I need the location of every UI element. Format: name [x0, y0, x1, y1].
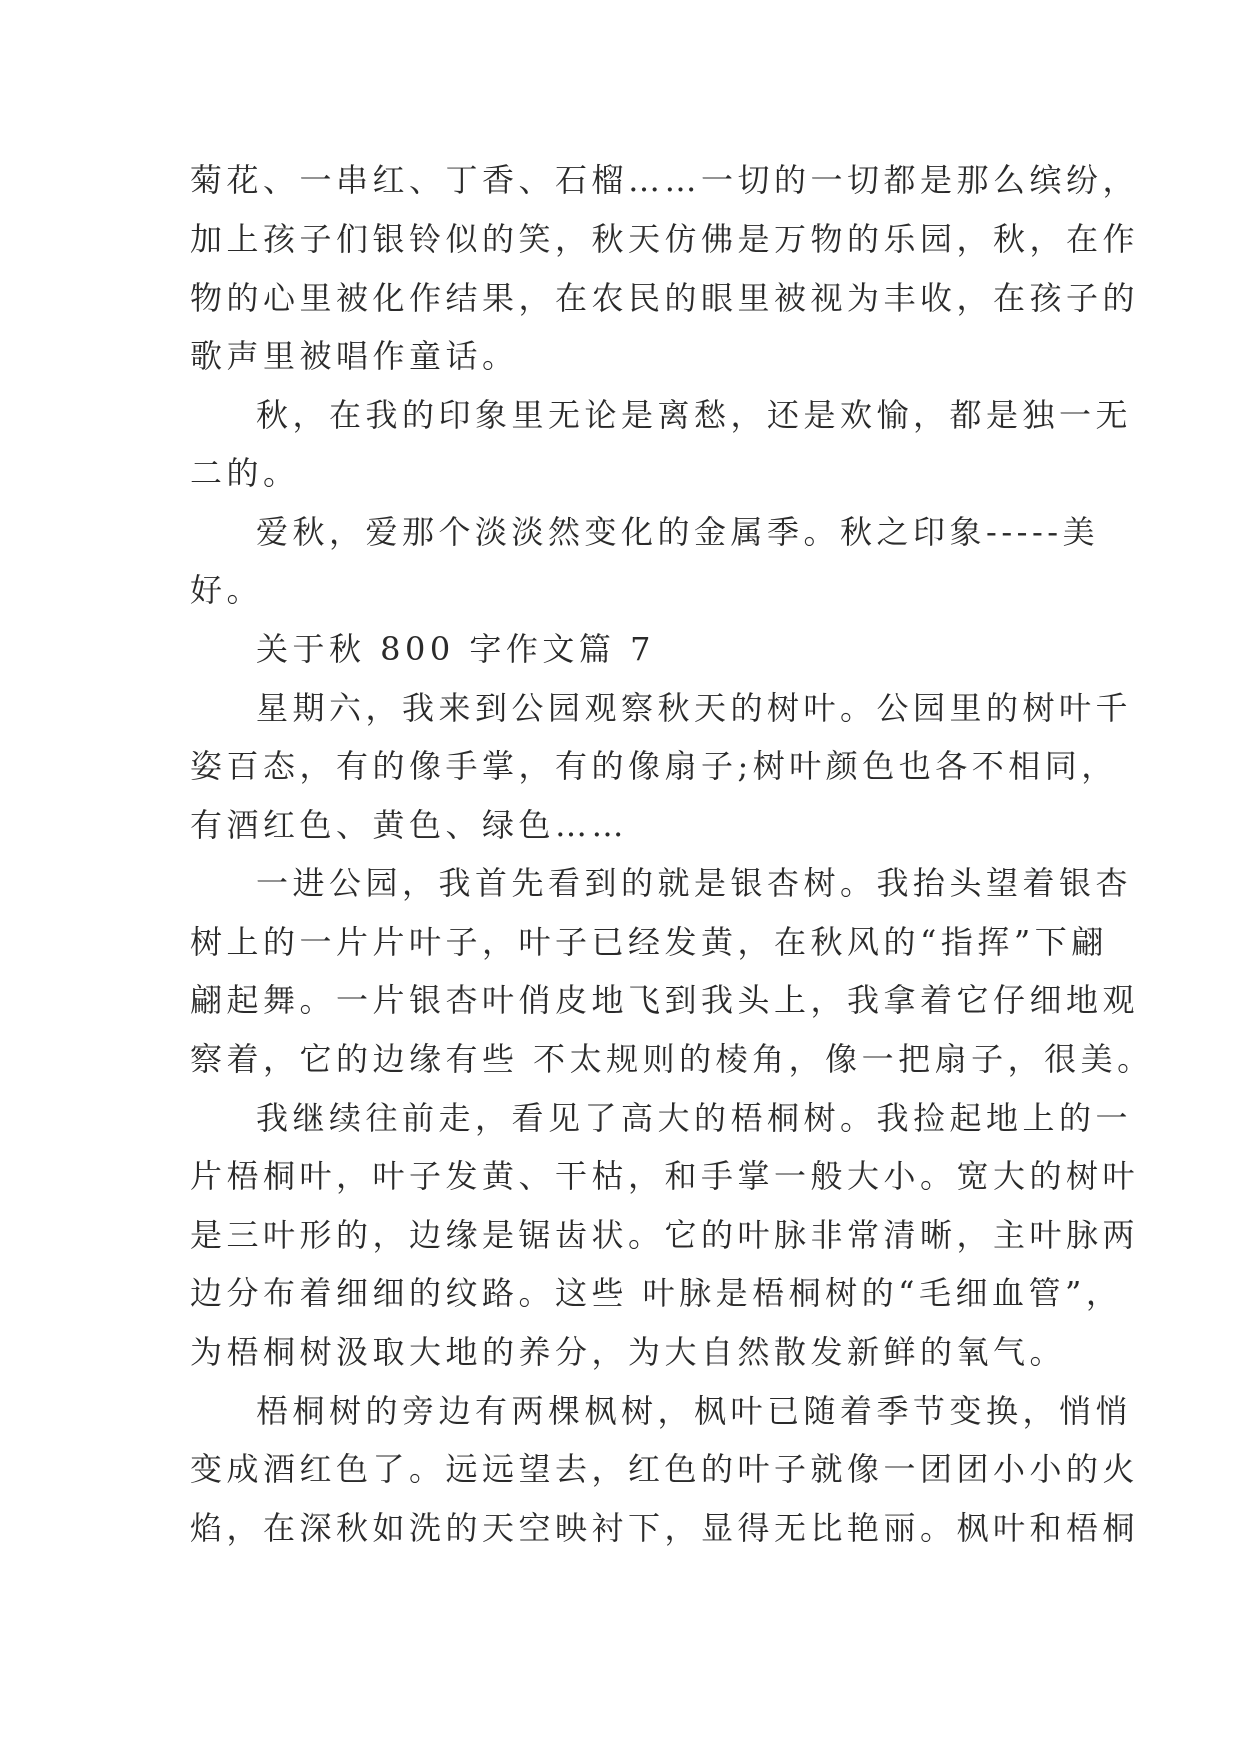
text-line: 好。	[190, 571, 264, 609]
text-line: 边分布着细细的纹路。这些 叶脉是梧桐树的“毛细血管”，	[190, 1274, 1123, 1312]
text-line: 加上孩子们银铃似的笑，秋天仿佛是万物的乐园，秋，在作	[190, 220, 1140, 258]
paragraph-first-line: 星期六，我来到公园观察秋天的树叶。公园里的树叶千	[256, 689, 1133, 727]
text-line: 片梧桐叶，叶子发黄、干枯，和手掌一般大小。宽大的树叶	[190, 1157, 1140, 1195]
text-line: 姿百态，有的像手掌，有的像扇子;树叶颜色也各不相同，	[190, 747, 1118, 785]
paragraph-first-line: 我继续往前走，看见了高大的梧桐树。我捡起地上的一	[256, 1099, 1133, 1137]
text-line: 为梧桐树汲取大地的养分，为大自然散发新鲜的氧气。	[190, 1333, 1067, 1371]
text-line: 歌声里被唱作童话。	[190, 337, 519, 375]
paragraph-first-line: 秋，在我的印象里无论是离愁，还是欢愉，都是独一无	[256, 396, 1133, 434]
text-line: 察着，它的边缘有些 不太规则的棱角，像一把扇子，很美。	[190, 1040, 1154, 1078]
text-line: 是三叶形的，边缘是锯齿状。它的叶脉非常清晰，主叶脉两	[190, 1216, 1140, 1254]
paragraph-first-line: 爱秋，爱那个淡淡然变化的金属季。秋之印象-----美	[256, 513, 1100, 551]
text-line: 焰，在深秋如洗的天空映衬下，显得无比艳丽。枫叶和梧桐	[190, 1509, 1140, 1547]
paragraph-first-line: 一进公园，我首先看到的就是银杏树。我抬头望着银杏	[256, 864, 1133, 902]
text-line: 有酒红色、黄色、绿色……	[190, 806, 629, 844]
text-line: 二的。	[190, 454, 300, 492]
text-line: 树上的一片片叶子，叶子已经发黄，在秋风的“指挥”下翩	[190, 923, 1108, 961]
text-line: 物的心里被化作结果，在农民的眼里被视为丰收，在孩子的	[190, 279, 1140, 317]
text-line: 变成酒红色了。远远望去，红色的叶子就像一团团小小的火	[190, 1450, 1140, 1488]
text-line: 翩起舞。一片银杏叶俏皮地飞到我头上，我拿着它仔细地观	[190, 981, 1140, 1019]
paragraph-first-line: 梧桐树的旁边有两棵枫树，枫叶已随着季节变换，悄悄	[256, 1392, 1133, 1430]
text-line: 菊花、一串红、丁香、石榴……一切的一切都是那么缤纷，	[190, 161, 1140, 199]
section-heading: 关于秋 800 字作文篇 7	[256, 630, 655, 668]
